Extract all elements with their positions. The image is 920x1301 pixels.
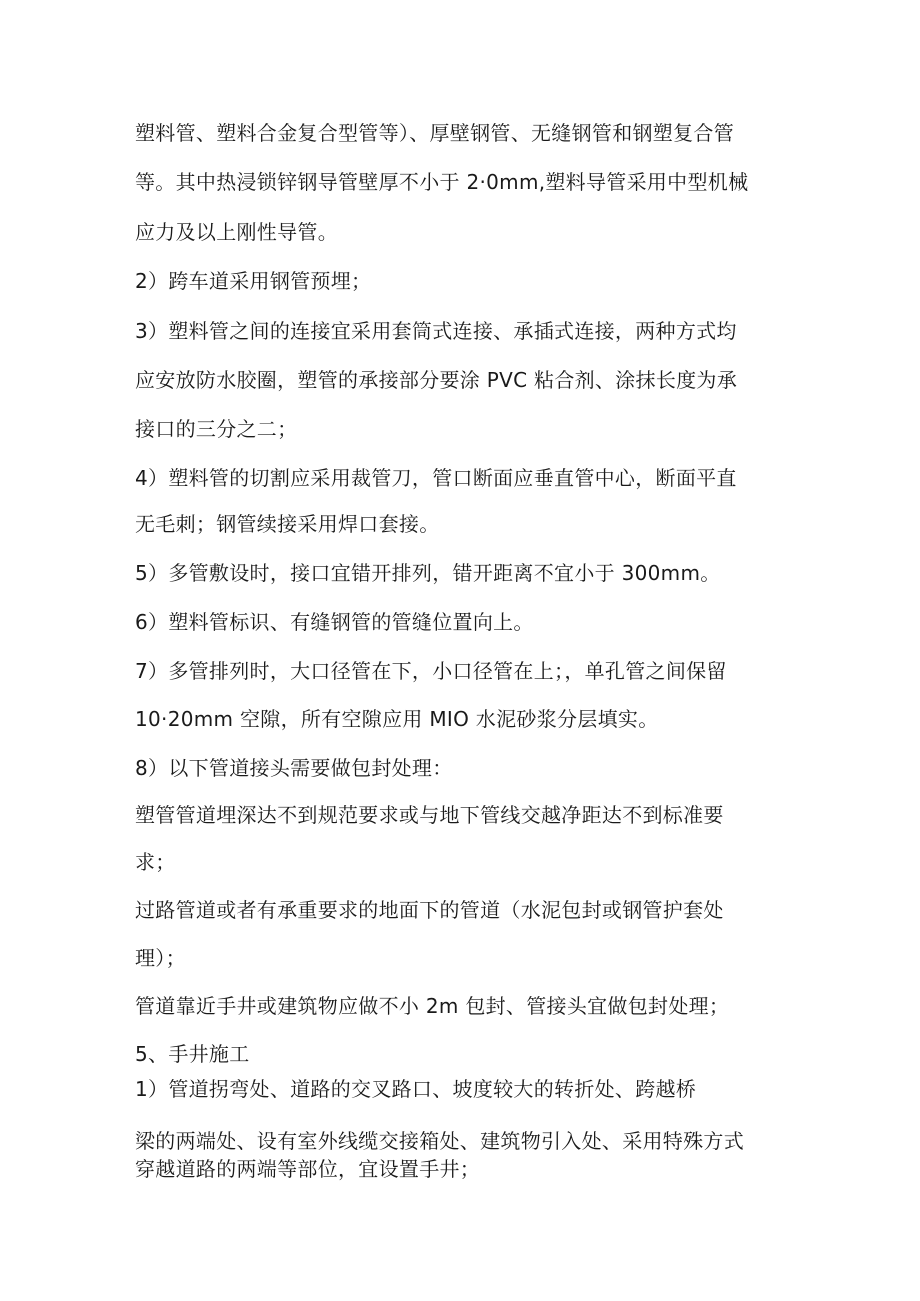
section-heading: 5、手井施工: [135, 1042, 250, 1066]
text-line: 无毛刺；钢管续接采用焊口套接。: [135, 512, 440, 536]
text-line: 10·20mm 空隙，所有空隙应用 MIO 水泥砂浆分层填实。: [135, 707, 659, 731]
text-line: 应力及以上刚性导管。: [135, 220, 338, 244]
text-line: 7）多管排列时，大口径管在下，小口径管在上；，单孔管之间保留: [135, 659, 727, 683]
text-line: 接口的三分之二；: [135, 417, 298, 441]
text-line: 塑料管、塑料合金复合型管等）、厚壁钢管、无缝钢管和钢塑复合管: [135, 121, 734, 145]
text-line: 等。其中热浸锁锌钢导管壁厚不小于 2·0mm,塑料导管采用中型机械: [135, 170, 749, 194]
text-line: 求；: [135, 850, 176, 874]
text-line: 3）塑料管之间的连接宜采用套筒式连接、承插式连接，两种方式均: [135, 319, 737, 343]
text-line: 应安放防水胶圈，塑管的承接部分要涂 PVC 粘合剂、涂抹长度为承: [135, 368, 738, 392]
text-line: 管道靠近手井或建筑物应做不小 2m 包封、管接头宜做包封处理；: [135, 994, 730, 1018]
text-line: 梁的两端处、设有室外线缆交接箱处、建筑物引入处、采用特殊方式: [135, 1129, 744, 1153]
text-line: 过路管道或者有承重要求的地面下的管道（水泥包封或钢管护套处: [135, 898, 724, 922]
text-line: 1）管道拐弯处、道路的交叉路口、坡度较大的转折处、跨越桥: [135, 1077, 697, 1101]
text-line: 6）塑料管标识、有缝钢管的管缝位置向上。: [135, 610, 534, 634]
text-line: 8）以下管道接头需要做包封处理：: [135, 756, 453, 780]
text-line: 4）塑料管的切割应采用裁管刀，管口断面应垂直管中心，断面平直: [135, 466, 737, 490]
text-line: 穿越道路的两端等部位，宜设置手井；: [135, 1157, 481, 1181]
text-line: 2）跨车道采用钢管预埋；: [135, 269, 372, 293]
text-line: 理）；: [135, 946, 186, 970]
text-line: 5）多管敷设时，接口宜错开排列，错开距离不宜小于 300mm。: [135, 561, 721, 585]
text-line: 塑管管道埋深达不到规范要求或与地下管线交越净距达不到标准要: [135, 803, 724, 827]
